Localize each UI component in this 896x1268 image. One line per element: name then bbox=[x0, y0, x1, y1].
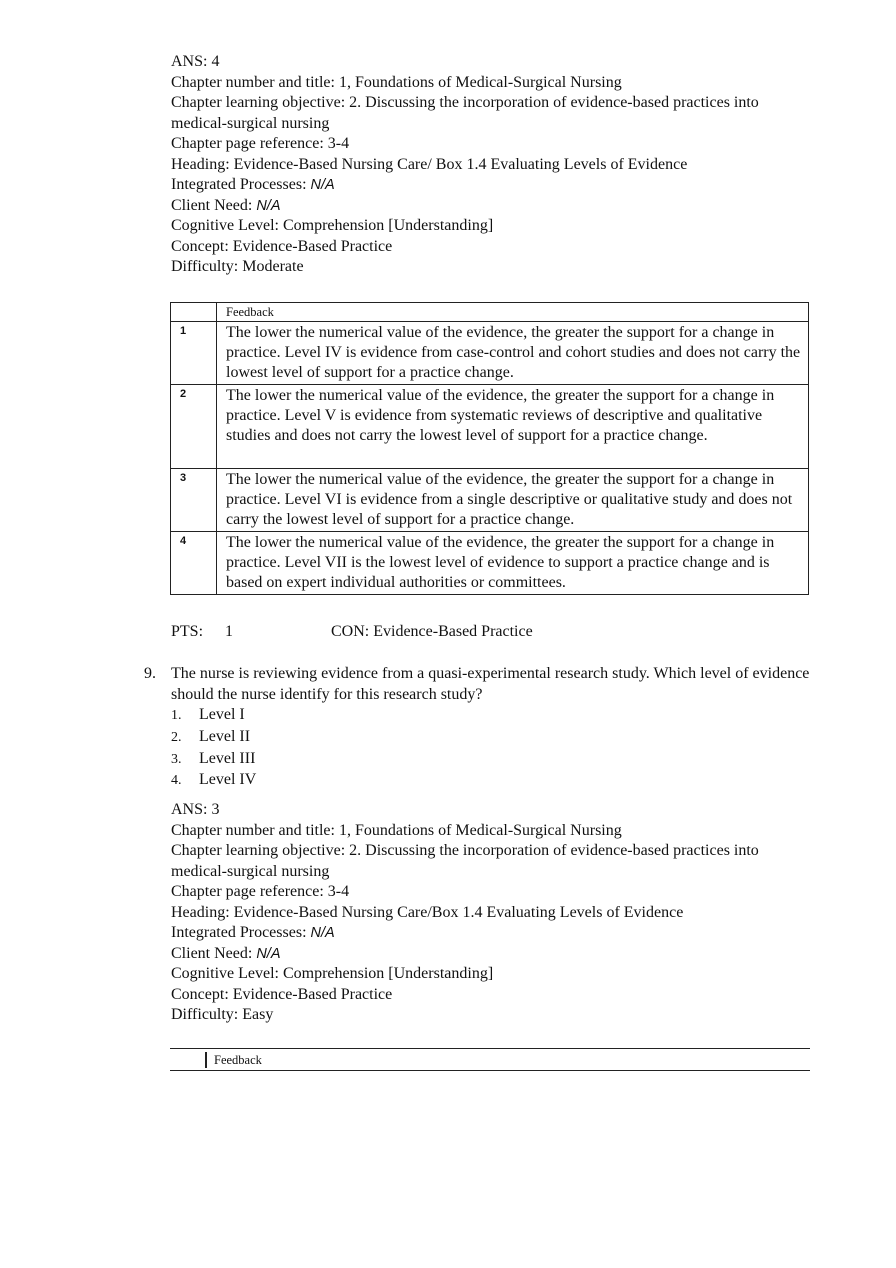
points-label: PTS: bbox=[171, 623, 204, 640]
concept-tag: CON: Evidence-Based Practice bbox=[331, 623, 533, 640]
option-number: 4. bbox=[171, 773, 182, 789]
integrated-processes-label: Integrated Processes: bbox=[171, 176, 311, 193]
page-reference: Chapter page reference: 3-4 bbox=[171, 883, 350, 900]
cognitive-level: Cognitive Level: Comprehension [Understanding] bbox=[171, 217, 494, 234]
integrated-processes-value: N/A bbox=[310, 925, 335, 941]
option-number: 3. bbox=[171, 751, 182, 767]
question-number: 9. bbox=[144, 665, 156, 682]
difficulty: Difficulty: Moderate bbox=[171, 258, 304, 275]
learning-objective-cont: medical-surgical nursing bbox=[171, 862, 330, 880]
table-top-rule bbox=[170, 1048, 810, 1049]
answer-block-1 bbox=[171, 52, 851, 278]
difficulty: Difficulty: Easy bbox=[171, 1006, 274, 1023]
learning-objective: Chapter learning objective: 2. Discussing the incorporation of evidence-based practices into bbox=[171, 842, 759, 859]
list-item bbox=[171, 749, 256, 771]
table-row bbox=[171, 469, 809, 532]
answer-key: ANS: 4 bbox=[171, 53, 220, 70]
option-label: Level II bbox=[199, 727, 251, 745]
answer-options bbox=[171, 705, 256, 792]
table-row bbox=[171, 532, 809, 595]
points-line bbox=[171, 622, 533, 642]
list-item bbox=[171, 727, 256, 749]
integrated-processes-value: N/A bbox=[310, 177, 335, 193]
question-text: The nurse is reviewing evidence from a quasi-experimental research study. Which level of evidence should the nurse identify for this research study? bbox=[171, 665, 810, 703]
concept: Concept: Evidence-Based Practice bbox=[171, 237, 393, 255]
client-need-label: Client Need: bbox=[171, 944, 257, 962]
feedback-row-number: 3 bbox=[171, 469, 217, 532]
feedback-row-text: The lower the numerical value of the evidence, the greater the support for a change in practice. Level IV is evidence from case-control and cohort studies and does not carry the lowest level of support for a practice change. bbox=[217, 322, 809, 385]
client-need bbox=[171, 196, 851, 217]
cognitive-level: Cognitive Level: Comprehension [Understanding] bbox=[171, 965, 494, 982]
feedback-row-number: 1 bbox=[171, 322, 217, 385]
feedback-row-number: 2 bbox=[171, 385, 217, 469]
answer-block-2 bbox=[171, 800, 851, 1026]
heading-reference: Heading: Evidence-Based Nursing Care/ Box 1.4 Evaluating Levels of Evidence bbox=[171, 155, 688, 173]
feedback-table bbox=[170, 302, 809, 595]
points-value: 1 bbox=[225, 623, 233, 640]
option-label: Level I bbox=[199, 706, 245, 723]
list-item bbox=[171, 770, 256, 792]
heading-reference: Heading: Evidence-Based Nursing Care/Box 1.4 Evaluating Levels of Evidence bbox=[171, 903, 684, 921]
feedback-row-text: The lower the numerical value of the evidence, the greater the support for a change in practice. Level VII is the lowest level of evidence to support a practice change and is based on expert individual authorities or committees. bbox=[217, 532, 809, 595]
answer-key: ANS: 3 bbox=[171, 801, 220, 818]
feedback-header-blank bbox=[171, 303, 217, 322]
chapter-title: Chapter number and title: 1, Foundations of Medical-Surgical Nursing bbox=[171, 73, 622, 91]
table-row bbox=[171, 322, 809, 385]
feedback-row-text: The lower the numerical value of the evidence, the greater the support for a change in practice. Level V is evidence from systematic reviews of descriptive and qualitative studies and does not carry the lowest level of support for a practice change. bbox=[217, 385, 809, 469]
option-number: 2. bbox=[171, 729, 182, 745]
integrated-processes bbox=[171, 923, 851, 944]
list-item bbox=[171, 705, 256, 727]
client-need-value: N/A bbox=[256, 197, 281, 214]
table-row bbox=[171, 385, 809, 469]
learning-objective: Chapter learning objective: 2. Discussing the incorporation of evidence-based practices into bbox=[171, 94, 759, 111]
table-header-rule bbox=[170, 1070, 810, 1071]
feedback-row-text: The lower the numerical value of the evidence, the greater the support for a change in practice. Level VI is evidence from a single descriptive or qualitative study and does not carry the lowest level of support for a practice change. bbox=[217, 469, 809, 532]
client-need-label: Client Need: bbox=[171, 196, 257, 214]
client-need-value: N/A bbox=[256, 945, 281, 962]
feedback-header: Feedback bbox=[217, 303, 809, 322]
learning-objective-cont: medical-surgical nursing bbox=[171, 114, 330, 132]
option-label: Level III bbox=[199, 749, 256, 767]
option-label: Level IV bbox=[199, 771, 257, 789]
feedback-table-header bbox=[171, 303, 809, 322]
concept: Concept: Evidence-Based Practice bbox=[171, 985, 393, 1003]
feedback-row-number: 4 bbox=[171, 532, 217, 595]
integrated-processes bbox=[171, 175, 851, 196]
feedback-header-2: Feedback bbox=[205, 1052, 262, 1068]
option-number: 1. bbox=[171, 708, 182, 723]
integrated-processes-label: Integrated Processes: bbox=[171, 924, 311, 941]
chapter-title: Chapter number and title: 1, Foundations of Medical-Surgical Nursing bbox=[171, 821, 622, 839]
page-reference: Chapter page reference: 3-4 bbox=[171, 135, 350, 152]
client-need bbox=[171, 944, 851, 965]
